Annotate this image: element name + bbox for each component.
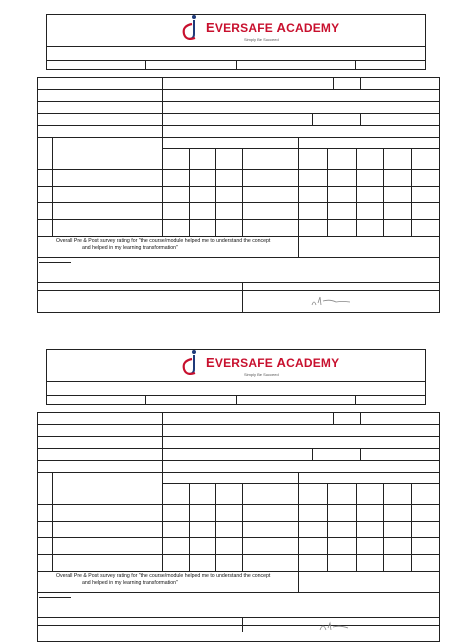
table-row-line (37, 219, 440, 220)
table-col-line (52, 472, 53, 571)
table-col-line (411, 483, 412, 571)
table-col-line (52, 137, 53, 236)
table-col-line (356, 148, 357, 236)
table-col-line (360, 77, 361, 89)
table-row-line (37, 504, 440, 505)
table-row-line (37, 571, 440, 572)
table-col-line (360, 412, 361, 424)
table-row-line (37, 137, 440, 138)
table-row-line (37, 202, 440, 203)
table-col-line (333, 412, 334, 424)
survey-line-1: Overall Pre & Post survey rating for "the course/module helped me to understand the concept (56, 238, 271, 244)
table-col-line (162, 412, 163, 571)
table-row-line (37, 537, 440, 538)
table-row-line (37, 290, 440, 291)
table-col-line (356, 483, 357, 571)
table-row-line (37, 101, 440, 102)
table-row-line (37, 257, 440, 258)
table-col-line (383, 148, 384, 236)
table-col-line (215, 148, 216, 236)
survey-question (56, 573, 270, 587)
survey-line-1: Overall Pre & Post survey rating for "the course/module helped me to understand the concept (56, 573, 271, 579)
table-col-line (327, 148, 328, 236)
table-row-line (37, 460, 440, 461)
table-col-line (327, 483, 328, 571)
tagline: Simply Be Succeed (244, 37, 279, 42)
table-col-line (242, 617, 243, 632)
header-cell-divider (145, 395, 146, 405)
table-row-line (37, 625, 440, 626)
brand-name: EVERSAFE ACADEMY (206, 355, 340, 370)
signature-scribble (318, 620, 358, 632)
table-row-line (37, 436, 440, 437)
table-col-line (383, 483, 384, 571)
survey-line-2: and helped in my learning transformation" (82, 245, 178, 251)
table-row-line (37, 125, 440, 126)
brand-name: EVERSAFE ACADEMY (206, 20, 340, 35)
eversafe-logo (180, 12, 380, 46)
table-col-line (298, 571, 299, 592)
table-row-line (37, 617, 440, 618)
tagline: Simply Be Succeed (244, 372, 279, 377)
table-row-line (37, 554, 440, 555)
table-col-line (333, 77, 334, 89)
table-col-line (162, 77, 163, 236)
table-row-line (37, 521, 440, 522)
main-table (37, 412, 440, 642)
header-cell-divider (236, 395, 237, 405)
table-row-line (37, 113, 440, 114)
table-col-line (298, 236, 299, 257)
table-col-line (312, 113, 313, 125)
table-row-line (37, 169, 440, 170)
table-col-line (360, 113, 361, 125)
table-row-line (37, 424, 440, 425)
table-col-line (242, 148, 243, 236)
table-row-line (37, 592, 440, 593)
table-row-line (162, 148, 440, 149)
header-cell-divider (145, 60, 146, 70)
logo-mark-icon (180, 347, 204, 381)
table-row-line (162, 483, 440, 484)
table-col-line (298, 472, 299, 571)
table-row-line (37, 236, 440, 237)
table-row-line (37, 472, 440, 473)
table-col-line (215, 483, 216, 571)
table-row-line (37, 89, 440, 90)
table-row-line (37, 186, 440, 187)
header-divider (46, 381, 426, 382)
table-col-line (242, 282, 243, 313)
table-col-line (298, 137, 299, 236)
survey-question (56, 238, 270, 252)
header-cell-divider (236, 60, 237, 70)
header-divider (46, 46, 426, 47)
table-row-line (37, 282, 440, 283)
table-col-line (242, 483, 243, 571)
short-underline (39, 597, 71, 598)
logo-mark-icon (180, 12, 204, 46)
signature-scribble (310, 293, 356, 309)
table-col-line (189, 483, 190, 571)
table-col-line (189, 148, 190, 236)
table-col-line (312, 448, 313, 460)
header-cell-divider (355, 60, 356, 70)
short-underline (39, 262, 71, 263)
table-row-line (37, 448, 440, 449)
eversafe-logo (180, 347, 380, 381)
survey-line-2: and helped in my learning transformation" (82, 580, 178, 586)
table-col-line (360, 448, 361, 460)
header-cell-divider (355, 395, 356, 405)
table-col-line (411, 148, 412, 236)
